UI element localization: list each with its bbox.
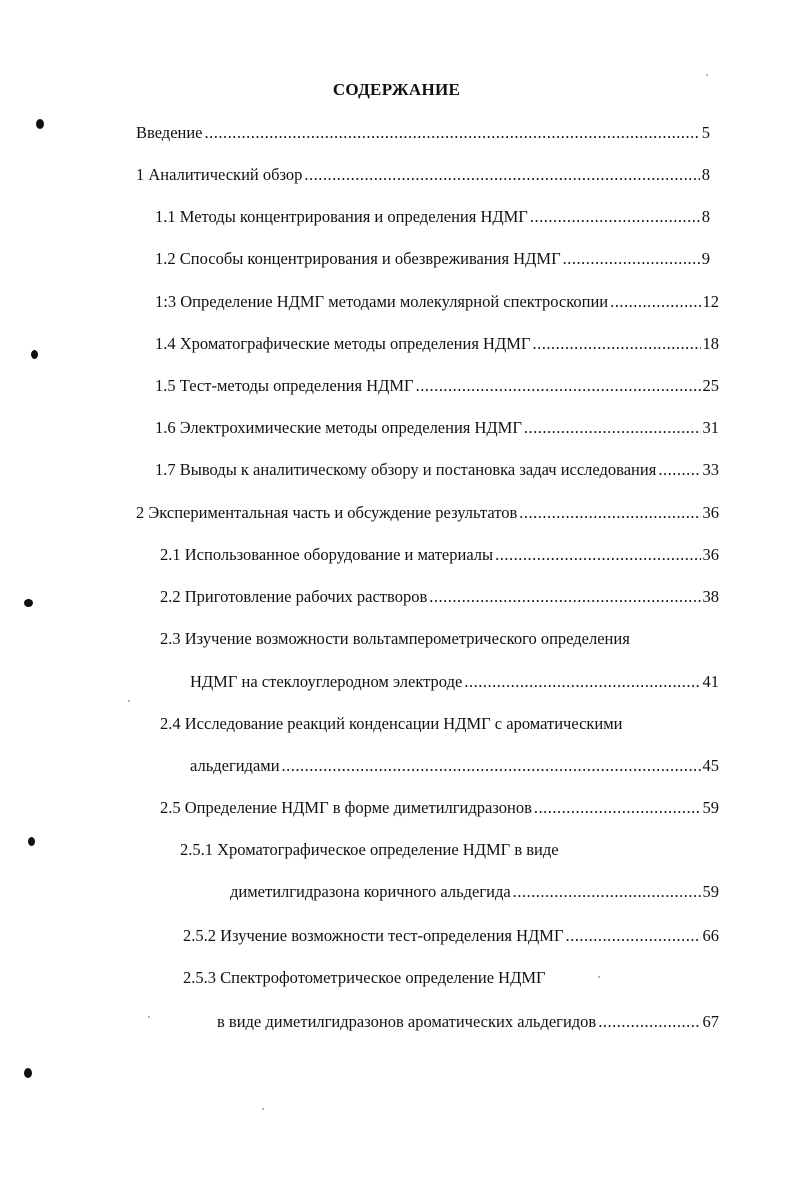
toc-label: Введение <box>136 123 203 142</box>
toc-entry[interactable] <box>160 587 719 607</box>
toc-page-number: 25 <box>702 376 719 395</box>
toc-entry[interactable] <box>136 503 719 523</box>
toc-label: альдегидами <box>190 756 280 775</box>
toc-label: 1.5 Тест-методы определения НДМГ <box>155 376 414 395</box>
toc-entry-first-line: 2.4 Исследование реакций конденсации НДМГ с ароматическими <box>160 714 623 733</box>
toc-entry[interactable] <box>136 165 710 185</box>
toc-entry[interactable] <box>155 292 719 312</box>
binder-hole-mark <box>24 1068 32 1078</box>
toc-label: 2.5.2 Изучение возможности тест-определения НДМГ <box>183 926 564 945</box>
toc-leader-dots <box>610 292 700 312</box>
toc-page-number: 8 <box>701 207 710 226</box>
toc-label: 1.7 Выводы к аналитическому обзору и постановка задач исследования <box>155 460 657 479</box>
toc-leader-dots <box>495 545 700 565</box>
toc-page-number: 12 <box>702 292 719 311</box>
scan-speck <box>706 74 708 76</box>
toc-label: 1:3 Определение НДМГ методами молекулярной спектроскопии <box>155 292 609 311</box>
toc-entry[interactable] <box>190 672 719 692</box>
toc-label: диметилгидразона коричного альдегида <box>230 882 511 901</box>
toc-leader-dots <box>513 882 701 902</box>
toc-leader-dots <box>524 418 701 438</box>
toc-page-number: 9 <box>701 249 710 268</box>
toc-leader-dots <box>416 376 701 396</box>
toc-leader-dots <box>304 165 699 185</box>
toc-entry-first-line: 2.5.3 Спектрофотометрическое определение НДМГ <box>183 968 546 987</box>
toc-leader-dots <box>530 207 700 227</box>
toc-entry[interactable] <box>160 545 719 565</box>
binder-hole-mark <box>31 350 38 359</box>
toc-label: 2.1 Использованное оборудование и материалы <box>160 545 494 564</box>
toc-leader-dots <box>563 249 700 269</box>
toc-page-number: 59 <box>702 882 719 901</box>
toc-page-number: 59 <box>702 798 719 817</box>
binder-hole-mark <box>24 599 33 607</box>
toc-page-number: 31 <box>702 418 719 437</box>
scan-speck <box>262 1108 264 1110</box>
toc-label: 1.2 Способы концентрирования и обезвреживания НДМГ <box>155 249 561 268</box>
toc-leader-dots <box>429 587 700 607</box>
toc-leader-dots <box>658 460 700 480</box>
toc-label: 1.1 Методы концентрирования и определения НДМГ <box>155 207 528 226</box>
toc-entry[interactable] <box>155 376 719 396</box>
toc-entry[interactable] <box>230 882 719 902</box>
toc-page-number: 18 <box>702 334 719 353</box>
binder-hole-mark <box>28 837 35 846</box>
toc-label: 2.5 Определение НДМГ в форме диметилгидразонов <box>160 798 532 817</box>
toc-label: в виде диметилгидразонов ароматических альдегидов <box>217 1012 597 1031</box>
toc-page-number: 33 <box>702 460 719 479</box>
toc-page-number: 36 <box>702 503 719 522</box>
toc-entry[interactable] <box>183 926 719 946</box>
toc-entry[interactable] <box>217 1012 719 1032</box>
toc-page-number: 36 <box>702 545 719 564</box>
toc-page-number: 45 <box>702 756 719 775</box>
toc-page-number: 8 <box>701 165 710 184</box>
toc-leader-dots <box>534 798 701 818</box>
toc-entry[interactable] <box>155 460 719 480</box>
toc-page-number: 66 <box>702 926 719 945</box>
scan-speck <box>128 700 130 702</box>
toc-entry[interactable] <box>190 756 719 776</box>
toc-entry[interactable] <box>155 249 710 269</box>
toc-leader-dots <box>566 926 701 946</box>
toc-page-number: 38 <box>702 587 719 606</box>
toc-page-number: 67 <box>702 1012 719 1031</box>
toc-leader-dots <box>532 334 700 354</box>
toc-entry[interactable] <box>155 418 719 438</box>
toc-entry-first-line: 2.3 Изучение возможности вольтамперометрического определения <box>160 629 630 648</box>
toc-label: 2 Экспериментальная часть и обсуждение результатов <box>136 503 518 522</box>
scan-speck <box>598 976 600 978</box>
toc-label: 1.6 Электрохимические методы определения НДМГ <box>155 418 522 437</box>
toc-label: 1 Аналитический обзор <box>136 165 303 184</box>
toc-leader-dots <box>519 503 700 523</box>
toc-page-number: 41 <box>702 672 719 691</box>
toc-entry[interactable] <box>160 798 719 818</box>
toc-label: 2.2 Приготовление рабочих растворов <box>160 587 428 606</box>
toc-label: 1.4 Хроматографические методы определения НДМГ <box>155 334 531 353</box>
toc-page-number: 5 <box>701 123 710 142</box>
toc-leader-dots <box>282 756 701 776</box>
toc-entry[interactable] <box>155 207 710 227</box>
page-title: СОДЕРЖАНИЕ <box>332 80 461 99</box>
toc-entry-first-line: 2.5.1 Хроматографическое определение НДМГ в виде <box>180 840 559 859</box>
scan-speck <box>148 1016 150 1018</box>
toc-leader-dots <box>464 672 700 692</box>
toc-entry[interactable] <box>155 334 719 354</box>
toc-label: НДМГ на стеклоуглеродном электроде <box>190 672 463 691</box>
toc-leader-dots <box>598 1012 700 1032</box>
binder-hole-mark <box>36 119 44 129</box>
toc-leader-dots <box>205 123 700 143</box>
toc-entry[interactable] <box>136 123 710 143</box>
